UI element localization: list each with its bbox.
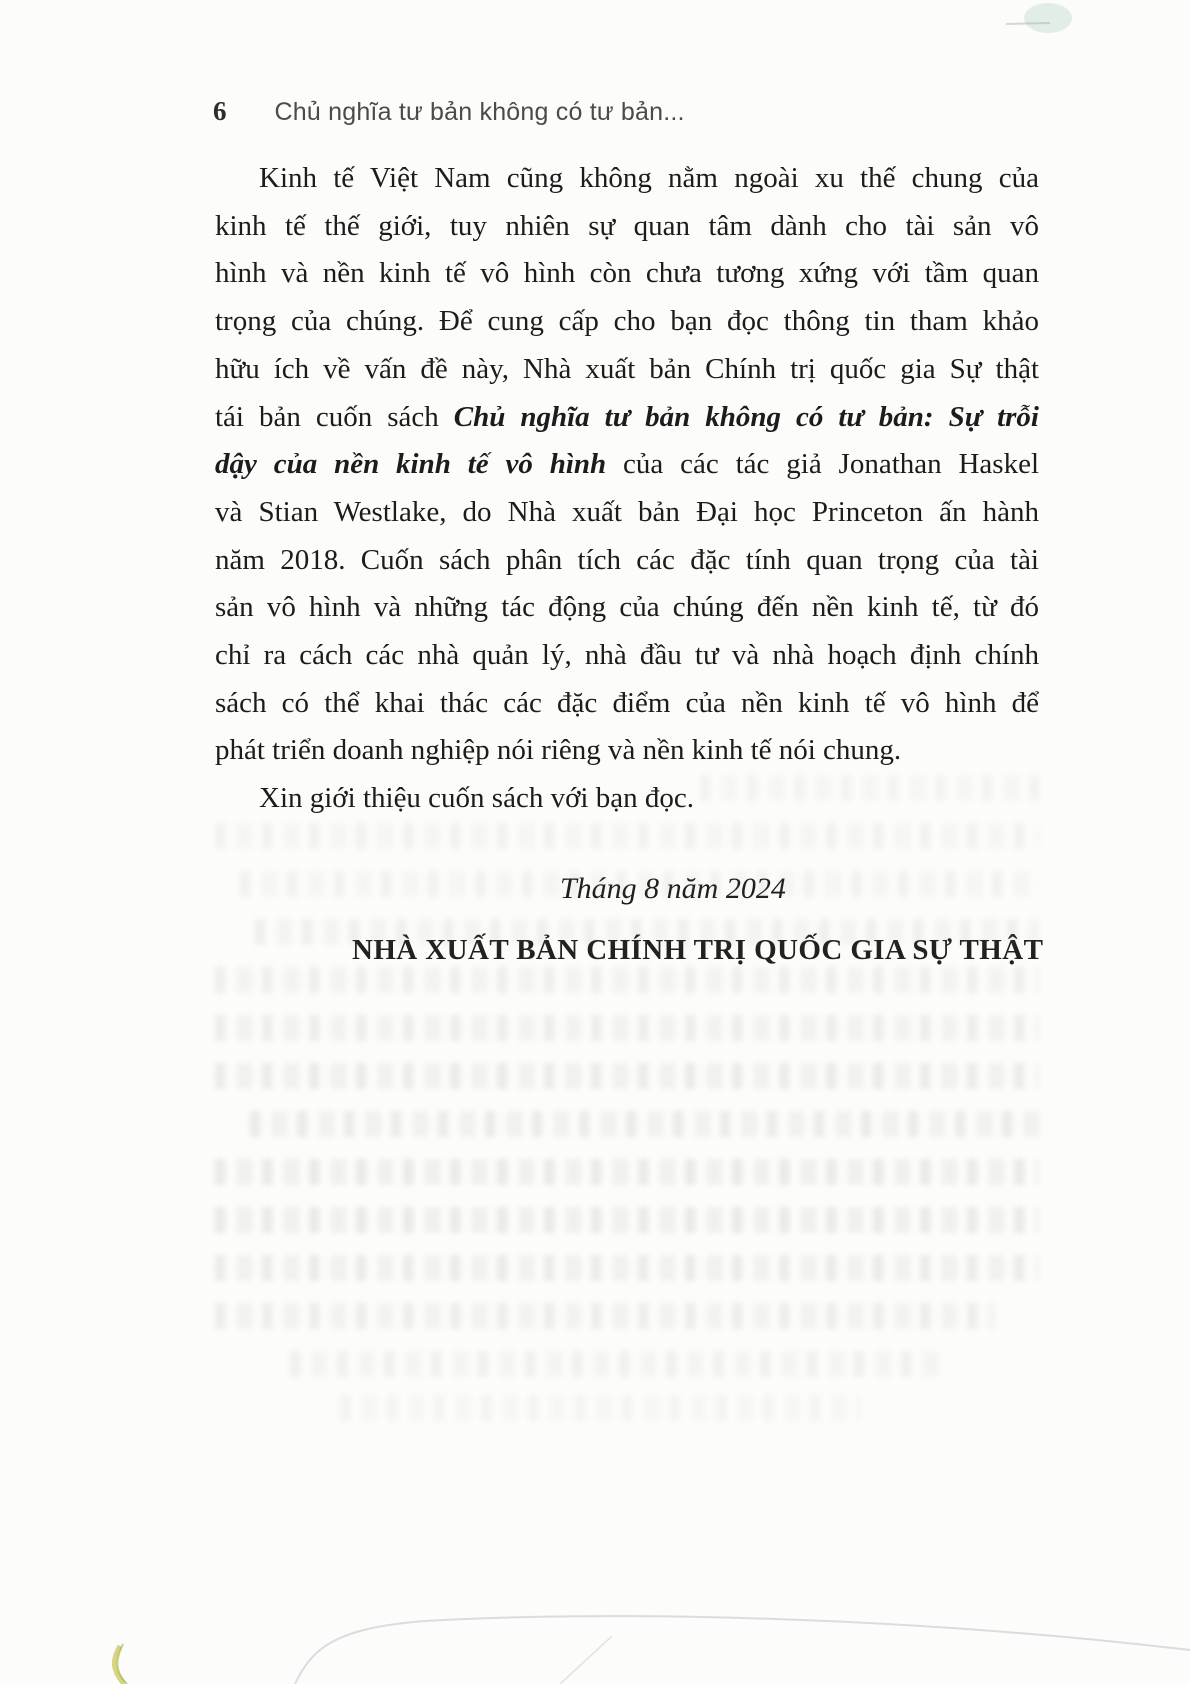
text-segment: kinh tế thế giới, tuy nhiên sự quan tâm dành cho tài sản vô bbox=[215, 209, 1039, 242]
text-line bbox=[215, 298, 1039, 346]
page-curl-mark-green bbox=[117, 1644, 127, 1684]
book-title-emphasis: dậy của nền kinh tế vô hình bbox=[215, 448, 607, 481]
text-line bbox=[215, 250, 1039, 298]
text-segment: hữu ích về vấn đề này, Nhà xuất bản Chính trị quốc gia Sự thật bbox=[215, 352, 1039, 385]
paragraph-main bbox=[215, 155, 1039, 823]
running-header-title: Chủ nghĩa tư bản không có tư bản... bbox=[274, 98, 685, 126]
ghost-text-row bbox=[215, 1063, 1039, 1089]
ghost-text-row bbox=[215, 1303, 995, 1329]
text-segment: chỉ ra cách các nhà quản lý, nhà đầu tư và nhà hoạch định chính bbox=[215, 639, 1039, 672]
text-line bbox=[215, 346, 1039, 394]
text-line bbox=[215, 203, 1039, 251]
text-line bbox=[215, 680, 1039, 728]
ghost-text-row bbox=[240, 871, 1040, 897]
text-segment: sách có thể khai thác các đặc điểm của nền kinh tế vô hình để bbox=[215, 686, 1039, 719]
ghost-text-row bbox=[290, 1351, 940, 1377]
text-segment: hình và nền kinh tế vô hình còn chưa tương xứng với tầm quan bbox=[215, 257, 1039, 290]
ghost-text-row bbox=[215, 1255, 1039, 1281]
text-line bbox=[215, 441, 1039, 489]
text-segment: năm 2018. Cuốn sách phân tích các đặc tính quan trọng của tài bbox=[215, 543, 1039, 576]
text-segment: phát triển doanh nghiệp nói riêng và nền kinh tế nói chung. bbox=[215, 734, 902, 767]
text-line bbox=[215, 489, 1039, 537]
page-curl-mark-yellow bbox=[114, 1646, 124, 1684]
ghost-text-row bbox=[215, 1159, 1039, 1185]
page-crease-line bbox=[560, 1636, 612, 1684]
book-title-emphasis: Chủ nghĩa tư bản không có tư bản: Sự trỗi bbox=[453, 400, 1039, 433]
corner-smudge-line bbox=[1006, 23, 1050, 24]
text-line bbox=[215, 584, 1039, 632]
text-segment: của các tác giả Jonathan Haskel bbox=[606, 448, 1040, 481]
ghost-text-row bbox=[255, 919, 1039, 945]
ghost-text-row bbox=[215, 823, 1039, 849]
text-segment: và Stian Westlake, do Nhà xuất bản Đại học Princeton ấn hành bbox=[215, 495, 1039, 528]
ghost-text-row bbox=[215, 1207, 1039, 1233]
ghost-text-row bbox=[700, 775, 1040, 801]
signoff-date: Tháng 8 năm 2024 bbox=[560, 872, 786, 905]
ghost-text-row bbox=[250, 1111, 1040, 1137]
ghost-text-row bbox=[340, 1395, 860, 1421]
text-line bbox=[215, 537, 1039, 585]
ghost-text-row bbox=[215, 967, 1039, 993]
text-line bbox=[215, 727, 1039, 775]
page-number: 6 bbox=[213, 96, 227, 126]
text-segment: tái bản cuốn sách bbox=[215, 400, 454, 433]
ghost-text-row bbox=[215, 1015, 1039, 1041]
page-bottom-curve bbox=[295, 1616, 1190, 1684]
text-segment: trọng của chúng. Để cung cấp cho bạn đọc thông tin tham khảo bbox=[215, 305, 1039, 338]
text-line bbox=[215, 632, 1039, 680]
text-segment: sản vô hình và những tác động của chúng đến nền kinh tế, từ đó bbox=[215, 591, 1039, 624]
text-segment: Xin giới thiệu cuốn sách với bạn đọc. bbox=[259, 782, 694, 815]
corner-smudge bbox=[1024, 3, 1072, 33]
running-header bbox=[213, 96, 1043, 127]
text-line bbox=[215, 394, 1039, 442]
signoff-publisher: NHÀ XUẤT BẢN CHÍNH TRỊ QUỐC GIA SỰ THẬT bbox=[352, 934, 1044, 966]
text-line bbox=[215, 155, 1039, 203]
text-segment: Kinh tế Việt Nam cũng không nằm ngoài xu thế chung của bbox=[259, 162, 1039, 194]
